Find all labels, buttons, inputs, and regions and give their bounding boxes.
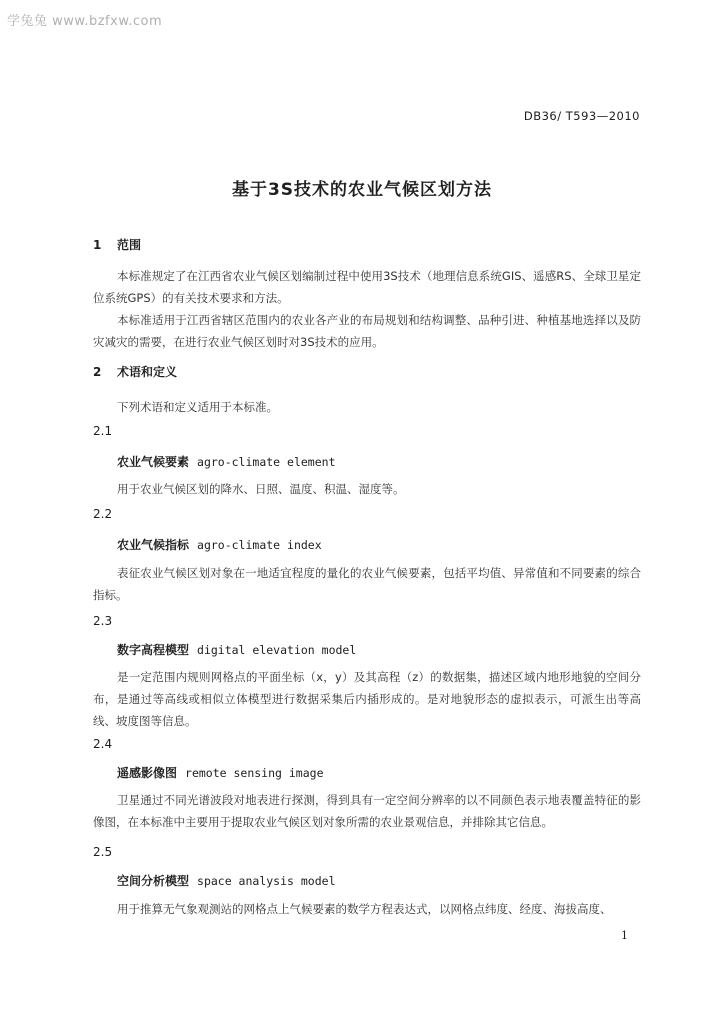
term-definition: 用于推算无气象观测站的网格点上气候要素的数学方程表达式，以网格点纬度、经度、海拔高度、 bbox=[117, 902, 612, 916]
term-heading bbox=[117, 453, 336, 470]
section-heading-terms bbox=[93, 363, 177, 380]
watermark: 学兔兔 www.bzfxw.com bbox=[7, 14, 163, 29]
term-definition: 卫星通过不同光谱波段对地表进行探测，得到具有一定空间分辨率的以不同颜色表示地表覆盖特征的影像图，在本标准中主要用于提取农业气候区划对象所需的农业景观信息，并排除其它信息。 bbox=[93, 793, 641, 829]
term-number: 2.5 bbox=[93, 845, 113, 859]
term-en: agro-climate element bbox=[197, 455, 336, 469]
term-heading bbox=[117, 764, 324, 781]
term-zh: 农业气候要素 bbox=[117, 455, 190, 469]
section-number: 1 bbox=[93, 238, 102, 252]
term-en: space analysis model bbox=[197, 874, 336, 888]
section-heading-scope bbox=[93, 236, 141, 253]
term-definition: 表征农业气候区划对象在一地适宜程度的量化的农业气候要素，包括平均值、异常值和不同要素的综合指标。 bbox=[93, 566, 641, 602]
term-zh: 遥感影像图 bbox=[117, 766, 178, 780]
term-heading bbox=[117, 641, 356, 658]
term-heading bbox=[117, 536, 322, 553]
scope-paragraph-2: 本标准适用于江西省辖区范围内的农业各产业的布局规划和结构调整、品种引进、种植基地选择以及防灾减灾的需要，在进行农业气候区划时对3S技术的应用。 bbox=[93, 313, 641, 349]
terms-intro: 下列术语和定义适用于本标准。 bbox=[117, 400, 278, 414]
term-zh: 数字高程模型 bbox=[117, 643, 190, 657]
term-en: digital elevation model bbox=[197, 643, 357, 657]
term-en: remote sensing image bbox=[185, 766, 324, 780]
term-number: 2.2 bbox=[93, 507, 113, 521]
term-zh: 农业气候指标 bbox=[117, 538, 190, 552]
document-title: 基于3S技术的农业气候区划方法 bbox=[231, 180, 493, 200]
document-number: DB36/ T593—2010 bbox=[523, 109, 640, 123]
section-number: 2 bbox=[93, 365, 102, 379]
term-definition: 用于农业气候区划的降水、日照、温度、积温、湿度等。 bbox=[117, 482, 405, 496]
term-definition: 是一定范围内规则网格点的平面坐标（x，y）及其高程（z）的数据集，描述区域内地形地貌的空间分布，是通过等高线或相似立体模型进行数据采集后内插形成的。是对地貌形态的虚拟表示，可派生出等高线、坡度图等信息。 bbox=[93, 670, 641, 728]
section-label: 范围 bbox=[117, 238, 142, 252]
term-number: 2.4 bbox=[93, 737, 113, 751]
section-label: 术语和定义 bbox=[117, 365, 178, 379]
page-number: 1 bbox=[621, 929, 628, 942]
term-number: 2.1 bbox=[93, 424, 113, 438]
term-en: agro-climate index bbox=[197, 538, 322, 552]
scope-paragraph-1: 本标准规定了在江西省农业气候区划编制过程中使用3S技术（地理信息系统GIS、遥感RS、全球卫星定位系统GPS）的有关技术要求和方法。 bbox=[93, 269, 641, 305]
term-number: 2.3 bbox=[93, 614, 113, 628]
term-heading bbox=[117, 872, 336, 889]
term-zh: 空间分析模型 bbox=[117, 874, 190, 888]
